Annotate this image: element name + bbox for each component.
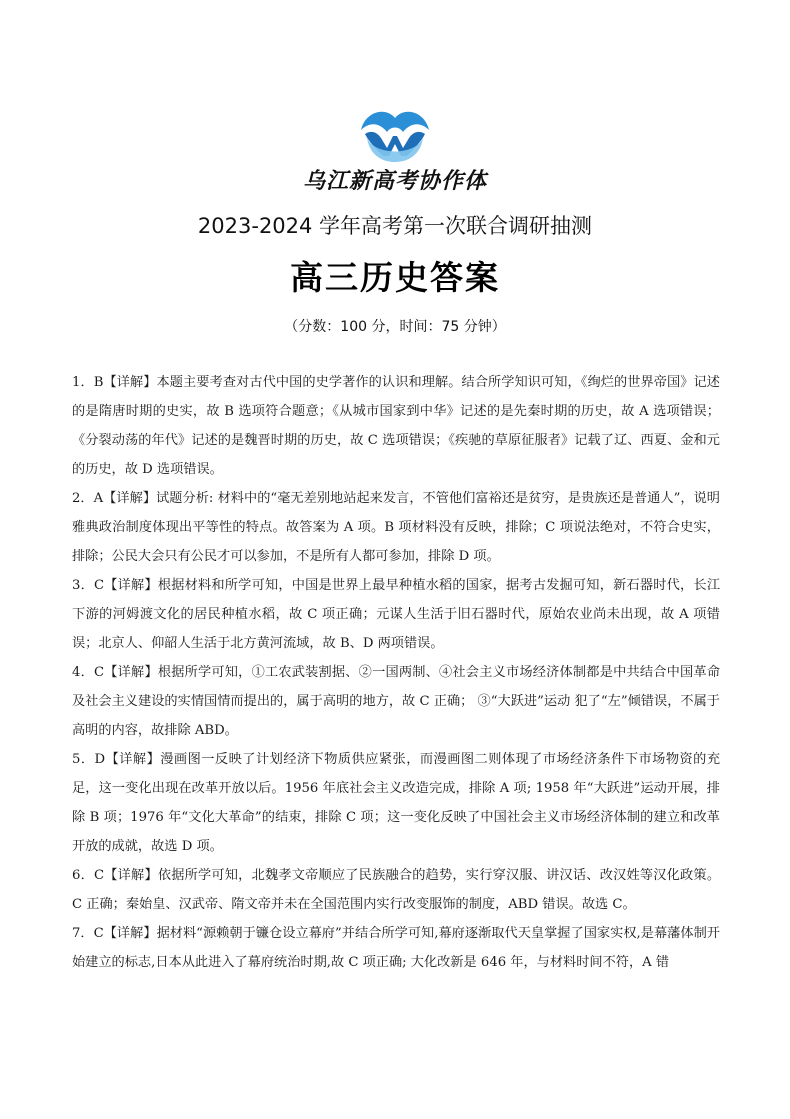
answer-item-2 [72,484,720,571]
answer-text: 根据材料和所学可知，中国是世界上最早种植水稻的国家，据考古发掘可知，新石器时代，长江下游的河姆渡文化的居民种植水稻，故 C 项正确；元谋人生活于旧石器时代，原始农业尚未出现，故 A 项错误；北京人、仰韶人生活于北方黄河流域，故 B、D 两项错误。 [72,578,721,651]
answer-text: 依据所学可知，北魏孝文帝顺应了民族融合的趋势，实行穿汉服、讲汉话、改汉姓等汉化政策。C 正确；秦始皇、汉武帝、隋文帝并未在全国范围内实行改变服饰的制度，ABD 错误。故选 C。 [72,868,721,912]
answer-item-3 [72,571,720,658]
score-time-info: （分数：100 分，时间：75 分钟） [284,319,506,335]
answer-item-6 [72,861,720,919]
answer-head: 4．C【详解】 [72,665,158,680]
answer-head: 2．A【详解】 [72,491,157,506]
answer-list [72,368,720,977]
answer-item-4 [72,658,720,745]
brand-name: 乌江新高考协作体 [302,169,487,194]
wujiang-wave-logo-icon [355,108,435,164]
answer-head: 6．C【详解】 [72,868,158,883]
answer-head: 3．C【详解】 [72,578,158,593]
answer-text: 据材料“源赖朝于镰仓设立幕府”并结合所学可知,幕府逐渐取代天皇掌握了国家实权,是幕藩体制开始建立的标志,日本从此进入了幕府统治时期,故 C 项正确; 大化改新是 646 年，与材料时间不符，A 错 [72,926,720,970]
answer-item-5 [72,745,720,861]
answer-item-7 [72,919,720,977]
answer-head: 1．B【详解】 [72,375,157,390]
answer-text: 试题分析: 材料中的“毫无差别地站起来发言，不管他们富裕还是贫穷，是贵族还是普通人”，说明雅典政治制度体现出平等性的特点。故答案为 A 项。B 项材料没有反映，排除；C 项说法绝对，不符合史实，排除；公民大会只有公民才可以参加，不是所有人都可参加，排除 D 项。 [72,491,720,564]
answer-text: 根据所学可知，①工农武装割据、②一国两制、④社会主义市场经济体制都是中共结合中国革命及社会主义建设的实情国情而提出的，属于高明的地方，故 C 正确； ③“大跃进”运动 犯了“左”倾错误，不属于高明的内容，故排除 ABD。 [72,665,721,738]
answer-head: 7．C【详解】 [72,926,157,941]
subject-title: 高三历史答案 [290,258,500,297]
answer-head: 5．D【详解】 [72,752,161,767]
exam-title: 2023-2024 学年高考第一次联合调研抽测 [197,214,593,238]
answer-text: 本题主要考查对古代中国的史学著作的认识和理解。结合所学知识可知，《绚烂的世界帝国》记述的是隋唐时期的史实，故 B 选项符合题意；《从城市国家到中华》记述的是先秦时期的历史，故 A 选项错误；《分裂动荡的年代》记述的是魏晋时期的历史，故 C 选项错误；《疾驰的草原征服者》记载了辽、西夏、金和元的历史，故 D 选项错误。 [72,375,720,477]
answer-item-1 [72,368,720,484]
answer-text: 漫画图一反映了计划经济下物质供应紧张，而漫画图二则体现了市场经济条件下市场物资的充足，这一变化出现在改革开放以后。1956 年底社会主义改造完成，排除 A 项; 1958 年“大跃进”运动开展，排除 B 项；1976 年“文化大革命”的结束，排除 C 项；这一变化反映了中国社会主义市场经济体制的建立和改革开放的成就，故选 D 项。 [72,752,721,854]
